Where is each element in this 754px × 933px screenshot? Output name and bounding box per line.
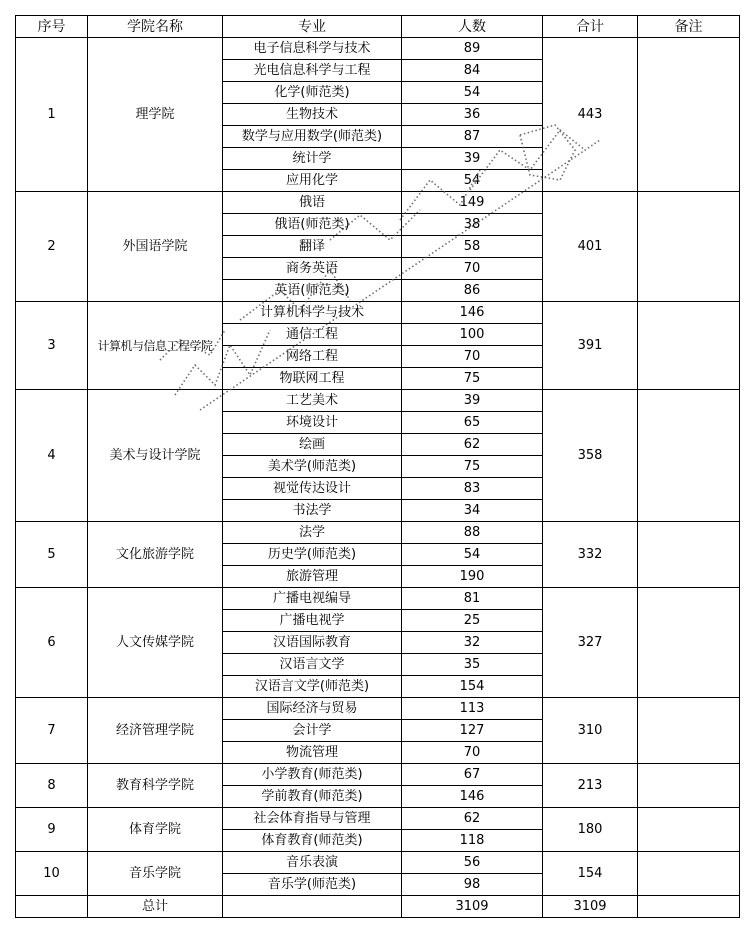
remarks-cell <box>638 390 740 522</box>
serial-number-cell: 4 <box>16 390 88 522</box>
major-name-cell: 法学 <box>223 522 402 544</box>
major-count-cell: 70 <box>402 346 543 368</box>
major-name-cell: 汉语言文学 <box>223 654 402 676</box>
major-count-cell: 58 <box>402 236 543 258</box>
serial-number-cell: 2 <box>16 192 88 302</box>
college-name-cell: 人文传媒学院 <box>88 588 223 698</box>
major-name-cell: 广播电视编导 <box>223 588 402 610</box>
major-name-cell: 书法学 <box>223 500 402 522</box>
major-name-cell: 网络工程 <box>223 346 402 368</box>
major-count-cell: 88 <box>402 522 543 544</box>
college-name-cell: 文化旅游学院 <box>88 522 223 588</box>
major-count-cell: 25 <box>402 610 543 632</box>
major-name-cell: 旅游管理 <box>223 566 402 588</box>
major-name-cell: 应用化学 <box>223 170 402 192</box>
major-name-cell: 电子信息科学与技术 <box>223 38 402 60</box>
major-name-cell: 国际经济与贸易 <box>223 698 402 720</box>
major-count-cell: 38 <box>402 214 543 236</box>
table-row <box>16 808 740 830</box>
table-header-row <box>16 16 740 38</box>
college-subtotal-cell: 391 <box>543 302 638 390</box>
major-count-cell: 62 <box>402 434 543 456</box>
major-name-cell: 工艺美术 <box>223 390 402 412</box>
college-subtotal-cell: 310 <box>543 698 638 764</box>
major-count-cell: 113 <box>402 698 543 720</box>
major-name-cell: 音乐表演 <box>223 852 402 874</box>
major-count-cell: 65 <box>402 412 543 434</box>
major-count-cell: 87 <box>402 126 543 148</box>
remarks-cell <box>638 808 740 852</box>
major-count-cell: 54 <box>402 170 543 192</box>
total-major-cell <box>223 896 402 918</box>
major-count-cell: 146 <box>402 786 543 808</box>
major-name-cell: 数学与应用数学(师范类) <box>223 126 402 148</box>
college-subtotal-cell: 213 <box>543 764 638 808</box>
major-name-cell: 小学教育(师范类) <box>223 764 402 786</box>
college-name-cell: 计算机与信息工程学院 <box>88 302 223 390</box>
enrollment-table <box>15 15 740 918</box>
remarks-cell <box>638 302 740 390</box>
remarks-cell <box>638 522 740 588</box>
table-row <box>16 302 740 324</box>
table-row <box>16 588 740 610</box>
major-name-cell: 翻译 <box>223 236 402 258</box>
header-count: 人数 <box>402 16 543 38</box>
major-name-cell: 环境设计 <box>223 412 402 434</box>
table-row <box>16 390 740 412</box>
major-name-cell: 生物技术 <box>223 104 402 126</box>
major-name-cell: 社会体育指导与管理 <box>223 808 402 830</box>
remarks-cell <box>638 698 740 764</box>
header-remarks: 备注 <box>638 16 740 38</box>
total-remarks-cell <box>638 896 740 918</box>
college-name-cell: 外国语学院 <box>88 192 223 302</box>
major-count-cell: 54 <box>402 82 543 104</box>
major-count-cell: 100 <box>402 324 543 346</box>
major-name-cell: 绘画 <box>223 434 402 456</box>
major-name-cell: 俄语 <box>223 192 402 214</box>
major-count-cell: 75 <box>402 368 543 390</box>
major-count-cell: 36 <box>402 104 543 126</box>
header-college: 学院名称 <box>88 16 223 38</box>
table-row <box>16 38 740 60</box>
major-count-cell: 118 <box>402 830 543 852</box>
major-count-cell: 75 <box>402 456 543 478</box>
college-subtotal-cell: 358 <box>543 390 638 522</box>
college-name-cell: 音乐学院 <box>88 852 223 896</box>
major-count-cell: 39 <box>402 390 543 412</box>
remarks-cell <box>638 588 740 698</box>
remarks-cell <box>638 764 740 808</box>
college-subtotal-cell: 154 <box>543 852 638 896</box>
major-count-cell: 190 <box>402 566 543 588</box>
major-count-cell: 54 <box>402 544 543 566</box>
major-count-cell: 70 <box>402 742 543 764</box>
college-name-cell: 体育学院 <box>88 808 223 852</box>
table-row <box>16 764 740 786</box>
major-name-cell: 美术学(师范类) <box>223 456 402 478</box>
grand-total-count: 3109 <box>402 896 543 918</box>
major-count-cell: 146 <box>402 302 543 324</box>
major-count-cell: 34 <box>402 500 543 522</box>
table-body <box>16 38 740 896</box>
college-subtotal-cell: 332 <box>543 522 638 588</box>
major-count-cell: 98 <box>402 874 543 896</box>
major-name-cell: 汉语国际教育 <box>223 632 402 654</box>
major-count-cell: 56 <box>402 852 543 874</box>
major-name-cell: 物流管理 <box>223 742 402 764</box>
major-count-cell: 86 <box>402 280 543 302</box>
major-name-cell: 英语(师范类) <box>223 280 402 302</box>
major-name-cell: 汉语言文学(师范类) <box>223 676 402 698</box>
major-name-cell: 广播电视学 <box>223 610 402 632</box>
grand-total-sum: 3109 <box>543 896 638 918</box>
header-subtotal: 合计 <box>543 16 638 38</box>
major-count-cell: 81 <box>402 588 543 610</box>
major-count-cell: 67 <box>402 764 543 786</box>
grand-total-label: 总计 <box>88 896 223 918</box>
major-name-cell: 通信工程 <box>223 324 402 346</box>
college-name-cell: 经济管理学院 <box>88 698 223 764</box>
major-name-cell: 计算机科学与技术 <box>223 302 402 324</box>
major-count-cell: 84 <box>402 60 543 82</box>
major-count-cell: 39 <box>402 148 543 170</box>
major-count-cell: 70 <box>402 258 543 280</box>
college-name-cell: 教育科学学院 <box>88 764 223 808</box>
header-serial: 序号 <box>16 16 88 38</box>
serial-number-cell: 5 <box>16 522 88 588</box>
major-name-cell: 化学(师范类) <box>223 82 402 104</box>
serial-number-cell: 3 <box>16 302 88 390</box>
major-name-cell: 俄语(师范类) <box>223 214 402 236</box>
major-name-cell: 统计学 <box>223 148 402 170</box>
major-count-cell: 154 <box>402 676 543 698</box>
major-name-cell: 物联网工程 <box>223 368 402 390</box>
remarks-cell <box>638 192 740 302</box>
serial-number-cell: 10 <box>16 852 88 896</box>
college-name-cell: 美术与设计学院 <box>88 390 223 522</box>
major-count-cell: 35 <box>402 654 543 676</box>
table-row <box>16 192 740 214</box>
major-name-cell: 音乐学(师范类) <box>223 874 402 896</box>
table-row <box>16 852 740 874</box>
serial-number-cell: 9 <box>16 808 88 852</box>
major-count-cell: 62 <box>402 808 543 830</box>
major-count-cell: 83 <box>402 478 543 500</box>
serial-number-cell: 1 <box>16 38 88 192</box>
college-subtotal-cell: 327 <box>543 588 638 698</box>
major-count-cell: 32 <box>402 632 543 654</box>
serial-number-cell: 8 <box>16 764 88 808</box>
table-row <box>16 522 740 544</box>
college-subtotal-cell: 401 <box>543 192 638 302</box>
college-name-cell: 理学院 <box>88 38 223 192</box>
total-serial-cell <box>16 896 88 918</box>
major-name-cell: 商务英语 <box>223 258 402 280</box>
major-name-cell: 学前教育(师范类) <box>223 786 402 808</box>
table-row <box>16 698 740 720</box>
header-major: 专业 <box>223 16 402 38</box>
major-count-cell: 127 <box>402 720 543 742</box>
college-subtotal-cell: 180 <box>543 808 638 852</box>
college-subtotal-cell: 443 <box>543 38 638 192</box>
major-count-cell: 89 <box>402 38 543 60</box>
major-name-cell: 历史学(师范类) <box>223 544 402 566</box>
serial-number-cell: 7 <box>16 698 88 764</box>
major-name-cell: 会计学 <box>223 720 402 742</box>
grand-total-row <box>16 896 740 918</box>
remarks-cell <box>638 38 740 192</box>
remarks-cell <box>638 852 740 896</box>
major-count-cell: 149 <box>402 192 543 214</box>
major-name-cell: 体育教育(师范类) <box>223 830 402 852</box>
major-name-cell: 光电信息科学与工程 <box>223 60 402 82</box>
serial-number-cell: 6 <box>16 588 88 698</box>
major-name-cell: 视觉传达设计 <box>223 478 402 500</box>
